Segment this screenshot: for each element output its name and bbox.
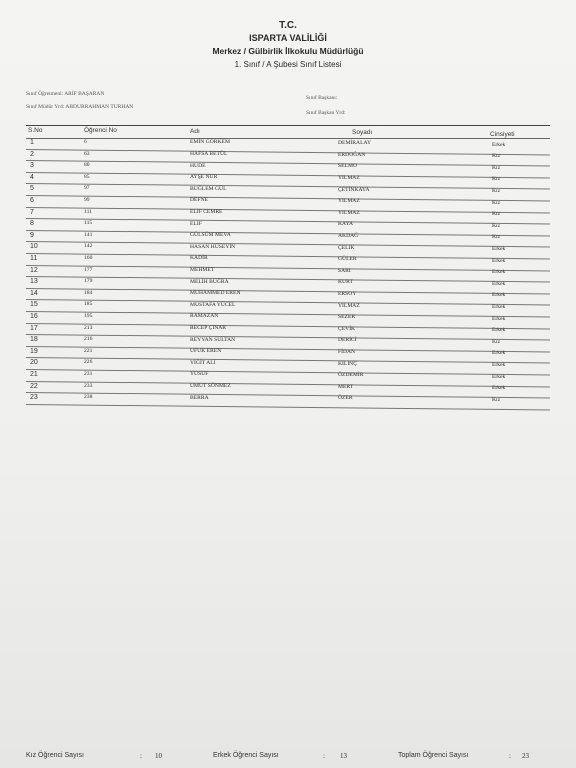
girls-count-label: Kız Öğrenci Sayısı: [26, 752, 84, 759]
table-row: [26, 370, 550, 382]
row-surname: YILMAZ: [338, 198, 360, 205]
column-header-name: Adı: [190, 128, 200, 135]
row-sno: 9: [30, 231, 34, 239]
row-gender: Erkek: [492, 327, 506, 334]
row-student-no: 226: [84, 359, 93, 366]
row-student-no: 115: [84, 220, 93, 227]
girls-count-colon: :: [140, 752, 142, 760]
header-governorship: ISPARTA VALİLİĞİ: [249, 33, 327, 43]
row-surname: YILMAZ: [338, 209, 360, 216]
row-gender: Kız: [492, 234, 501, 241]
row-gender: Kız: [492, 153, 501, 160]
row-student-no: 160: [84, 255, 93, 261]
row-sno: 2: [30, 150, 34, 158]
row-student-no: 97: [84, 185, 90, 192]
row-gender: Kız: [492, 338, 501, 345]
row-sno: 5: [30, 185, 34, 193]
header-school: Merkez / Gülbirlik İlkokulu Müdürlüğü: [212, 46, 364, 56]
row-student-no: 177: [84, 266, 93, 273]
table-row: [26, 277, 550, 289]
row-student-no: 63: [84, 150, 90, 157]
row-surname: ÖZDEMİR: [338, 372, 364, 379]
row-surname: ERDOĞAN: [338, 151, 366, 158]
table-row: [26, 184, 550, 196]
row-name: ELİF CEMRE: [190, 208, 223, 215]
row-gender: Erkek: [492, 269, 506, 276]
row-name: GÜLSÜM MEVA: [190, 232, 231, 239]
row-student-no: 238: [84, 394, 93, 401]
row-surname: KURT: [338, 279, 353, 286]
row-sno: 20: [30, 359, 38, 367]
table-row: [26, 289, 550, 301]
row-sno: 15: [30, 301, 38, 309]
row-gender: Kız: [492, 187, 501, 194]
header-list-title: 1. Sınıf / A Şubesi Sınıf Listesi: [234, 60, 342, 69]
boys-count-value: 13: [340, 752, 347, 760]
row-student-no: 99: [84, 197, 90, 203]
row-surname: ÇEVİK: [338, 325, 356, 332]
row-name: MEHMET: [190, 266, 215, 273]
row-gender: Kız: [492, 164, 501, 171]
row-name: YUSUF: [190, 371, 209, 378]
row-gender: Kız: [492, 211, 501, 218]
header-tc: T.C.: [279, 20, 297, 31]
row-name: RECEP ÇINAR: [190, 324, 227, 331]
row-sno: 6: [30, 197, 34, 204]
table-row: [26, 208, 550, 220]
row-sno: 11: [30, 255, 38, 262]
row-gender: Erkek: [492, 292, 506, 299]
row-divider: [26, 404, 550, 410]
row-student-no: 221: [84, 347, 93, 354]
row-sno: 16: [30, 313, 38, 320]
row-sno: 19: [30, 347, 38, 355]
row-gender: Kız: [492, 396, 501, 403]
row-gender: Erkek: [492, 350, 506, 357]
column-header-sno: S.No: [28, 127, 43, 134]
table-row: [26, 358, 550, 370]
row-gender: Erkek: [492, 303, 506, 310]
row-name: MUHAMMED EREN: [190, 290, 241, 297]
row-name: RAMAZAN: [190, 313, 219, 320]
row-surname: SELMO: [338, 163, 357, 170]
row-surname: YILMAZ: [338, 302, 360, 309]
row-surname: YILMAZ: [338, 174, 360, 181]
class-vice-president: Sınıf Başkan Yrd:: [306, 110, 346, 116]
row-surname: DERİCİ: [338, 337, 357, 344]
row-name: DEFNE: [190, 197, 209, 204]
row-student-no: 195: [84, 313, 93, 319]
table-header: [26, 125, 550, 139]
row-student-no: 213: [84, 324, 93, 331]
total-count-colon: :: [509, 752, 511, 760]
girls-count-value: 10: [155, 752, 162, 760]
row-name: HASAN HÜSEYİN: [190, 243, 236, 250]
table-row: [26, 231, 550, 243]
row-gender: Kız: [492, 176, 501, 183]
row-surname: SARI: [338, 267, 351, 274]
row-name: AYŞE NUR: [190, 174, 218, 181]
table-row: [26, 335, 550, 347]
table-row: [26, 312, 550, 324]
row-student-no: 216: [84, 336, 93, 343]
class-teacher: Sınıf Öğretmeni: ARİF BAŞARAN: [26, 91, 105, 97]
row-gender: Erkek: [492, 385, 506, 392]
row-surname: AKDAĞ: [338, 232, 359, 239]
row-name: ELİF: [190, 220, 202, 227]
row-name: BERRA: [190, 394, 209, 401]
column-header-student-no: Öğrenci No: [84, 127, 117, 134]
table-row: [26, 161, 550, 173]
boys-count-label: Erkek Öğrenci Sayısı: [213, 752, 279, 759]
row-gender: Erkek: [492, 141, 506, 148]
row-sno: 8: [30, 220, 34, 228]
row-surname: SEZER: [338, 314, 356, 321]
row-sno: 17: [30, 324, 38, 332]
row-sno: 18: [30, 336, 38, 344]
row-surname: ERSOY: [338, 290, 357, 297]
row-sno: 10: [30, 243, 38, 251]
table-row: [26, 173, 550, 185]
row-surname: KAYA: [338, 221, 354, 228]
total-count-value: 23: [522, 752, 529, 760]
row-name: HAFSA BETÜL: [190, 150, 228, 157]
table-row: [26, 393, 550, 405]
row-sno: 23: [30, 394, 38, 402]
row-gender: Kız: [492, 222, 501, 229]
row-gender: Erkek: [492, 315, 506, 322]
row-gender: Erkek: [492, 373, 506, 380]
total-count-label: Toplam Öğrenci Sayısı: [398, 752, 469, 759]
table-row: [26, 196, 550, 208]
table-row: [26, 347, 550, 359]
row-student-no: 184: [84, 289, 93, 296]
row-surname: FİDAN: [338, 348, 356, 355]
row-surname: DEMİRALAY: [338, 140, 372, 147]
boys-count-colon: :: [323, 752, 325, 760]
row-student-no: 111: [84, 208, 92, 215]
row-gender: Erkek: [492, 245, 506, 252]
row-student-no: 141: [84, 231, 93, 238]
table-row: [26, 324, 550, 336]
row-name: UFUK EREN: [190, 348, 222, 355]
row-sno: 1: [30, 139, 34, 146]
row-gender: Erkek: [492, 280, 506, 287]
row-sno: 3: [30, 162, 34, 170]
class-vice-principal: Sınıf Müdür Yrd: ABDURRAHMAN TURHAN: [26, 104, 134, 110]
table-row: [26, 382, 550, 394]
row-surname: KILINÇ: [338, 360, 357, 367]
table-row: [26, 150, 550, 162]
row-name: UMUT SÖNMEZ: [190, 382, 231, 389]
row-surname: GÜLER: [338, 256, 357, 263]
row-name: REYYAN SULTAN: [190, 336, 236, 343]
table-row: [26, 300, 550, 312]
row-surname: MERT: [338, 383, 354, 390]
row-name: KADİR: [190, 255, 208, 262]
table-row: [26, 138, 550, 150]
row-student-no: 233: [84, 382, 93, 389]
row-surname: ÖZER: [338, 395, 353, 402]
table-row: [26, 219, 550, 231]
row-sno: 12: [30, 266, 38, 274]
row-surname: ÇELİK: [338, 244, 355, 251]
row-gender: Erkek: [492, 361, 506, 368]
row-student-no: 231: [84, 371, 93, 377]
table-row: [26, 242, 550, 254]
column-header-surname: Soyadı: [352, 129, 373, 136]
row-sno: 13: [30, 278, 38, 286]
row-name: BUĞLEM GÜL: [190, 185, 227, 192]
row-sno: 7: [30, 208, 34, 216]
row-gender: Erkek: [492, 257, 506, 264]
row-student-no: 80: [84, 162, 90, 169]
row-sno: 22: [30, 382, 38, 390]
table-row: [26, 254, 550, 266]
row-sno: 4: [30, 173, 34, 181]
row-student-no: 179: [84, 278, 93, 285]
row-sno: 21: [30, 371, 38, 378]
row-gender: Kız: [492, 199, 501, 206]
column-header-gender: Cinsiyeti: [490, 131, 515, 138]
row-student-no: 142: [84, 243, 93, 250]
row-name: MUSTAFA YÜCEL: [190, 301, 236, 308]
class-president: Sınıf Başkanı:: [306, 95, 338, 101]
row-name: HUDE: [190, 162, 206, 169]
table-row: [26, 266, 550, 278]
row-sno: 14: [30, 289, 38, 297]
row-student-no: 185: [84, 301, 93, 308]
row-student-no: 6: [84, 139, 87, 145]
row-name: MELİH BUĞRA: [190, 278, 229, 285]
row-name: EMİN GÖRKEM: [190, 139, 230, 146]
row-surname: ÇETİNKAYA: [338, 186, 370, 193]
row-name: YİĞİT ALİ: [190, 359, 216, 366]
row-student-no: 85: [84, 173, 90, 180]
